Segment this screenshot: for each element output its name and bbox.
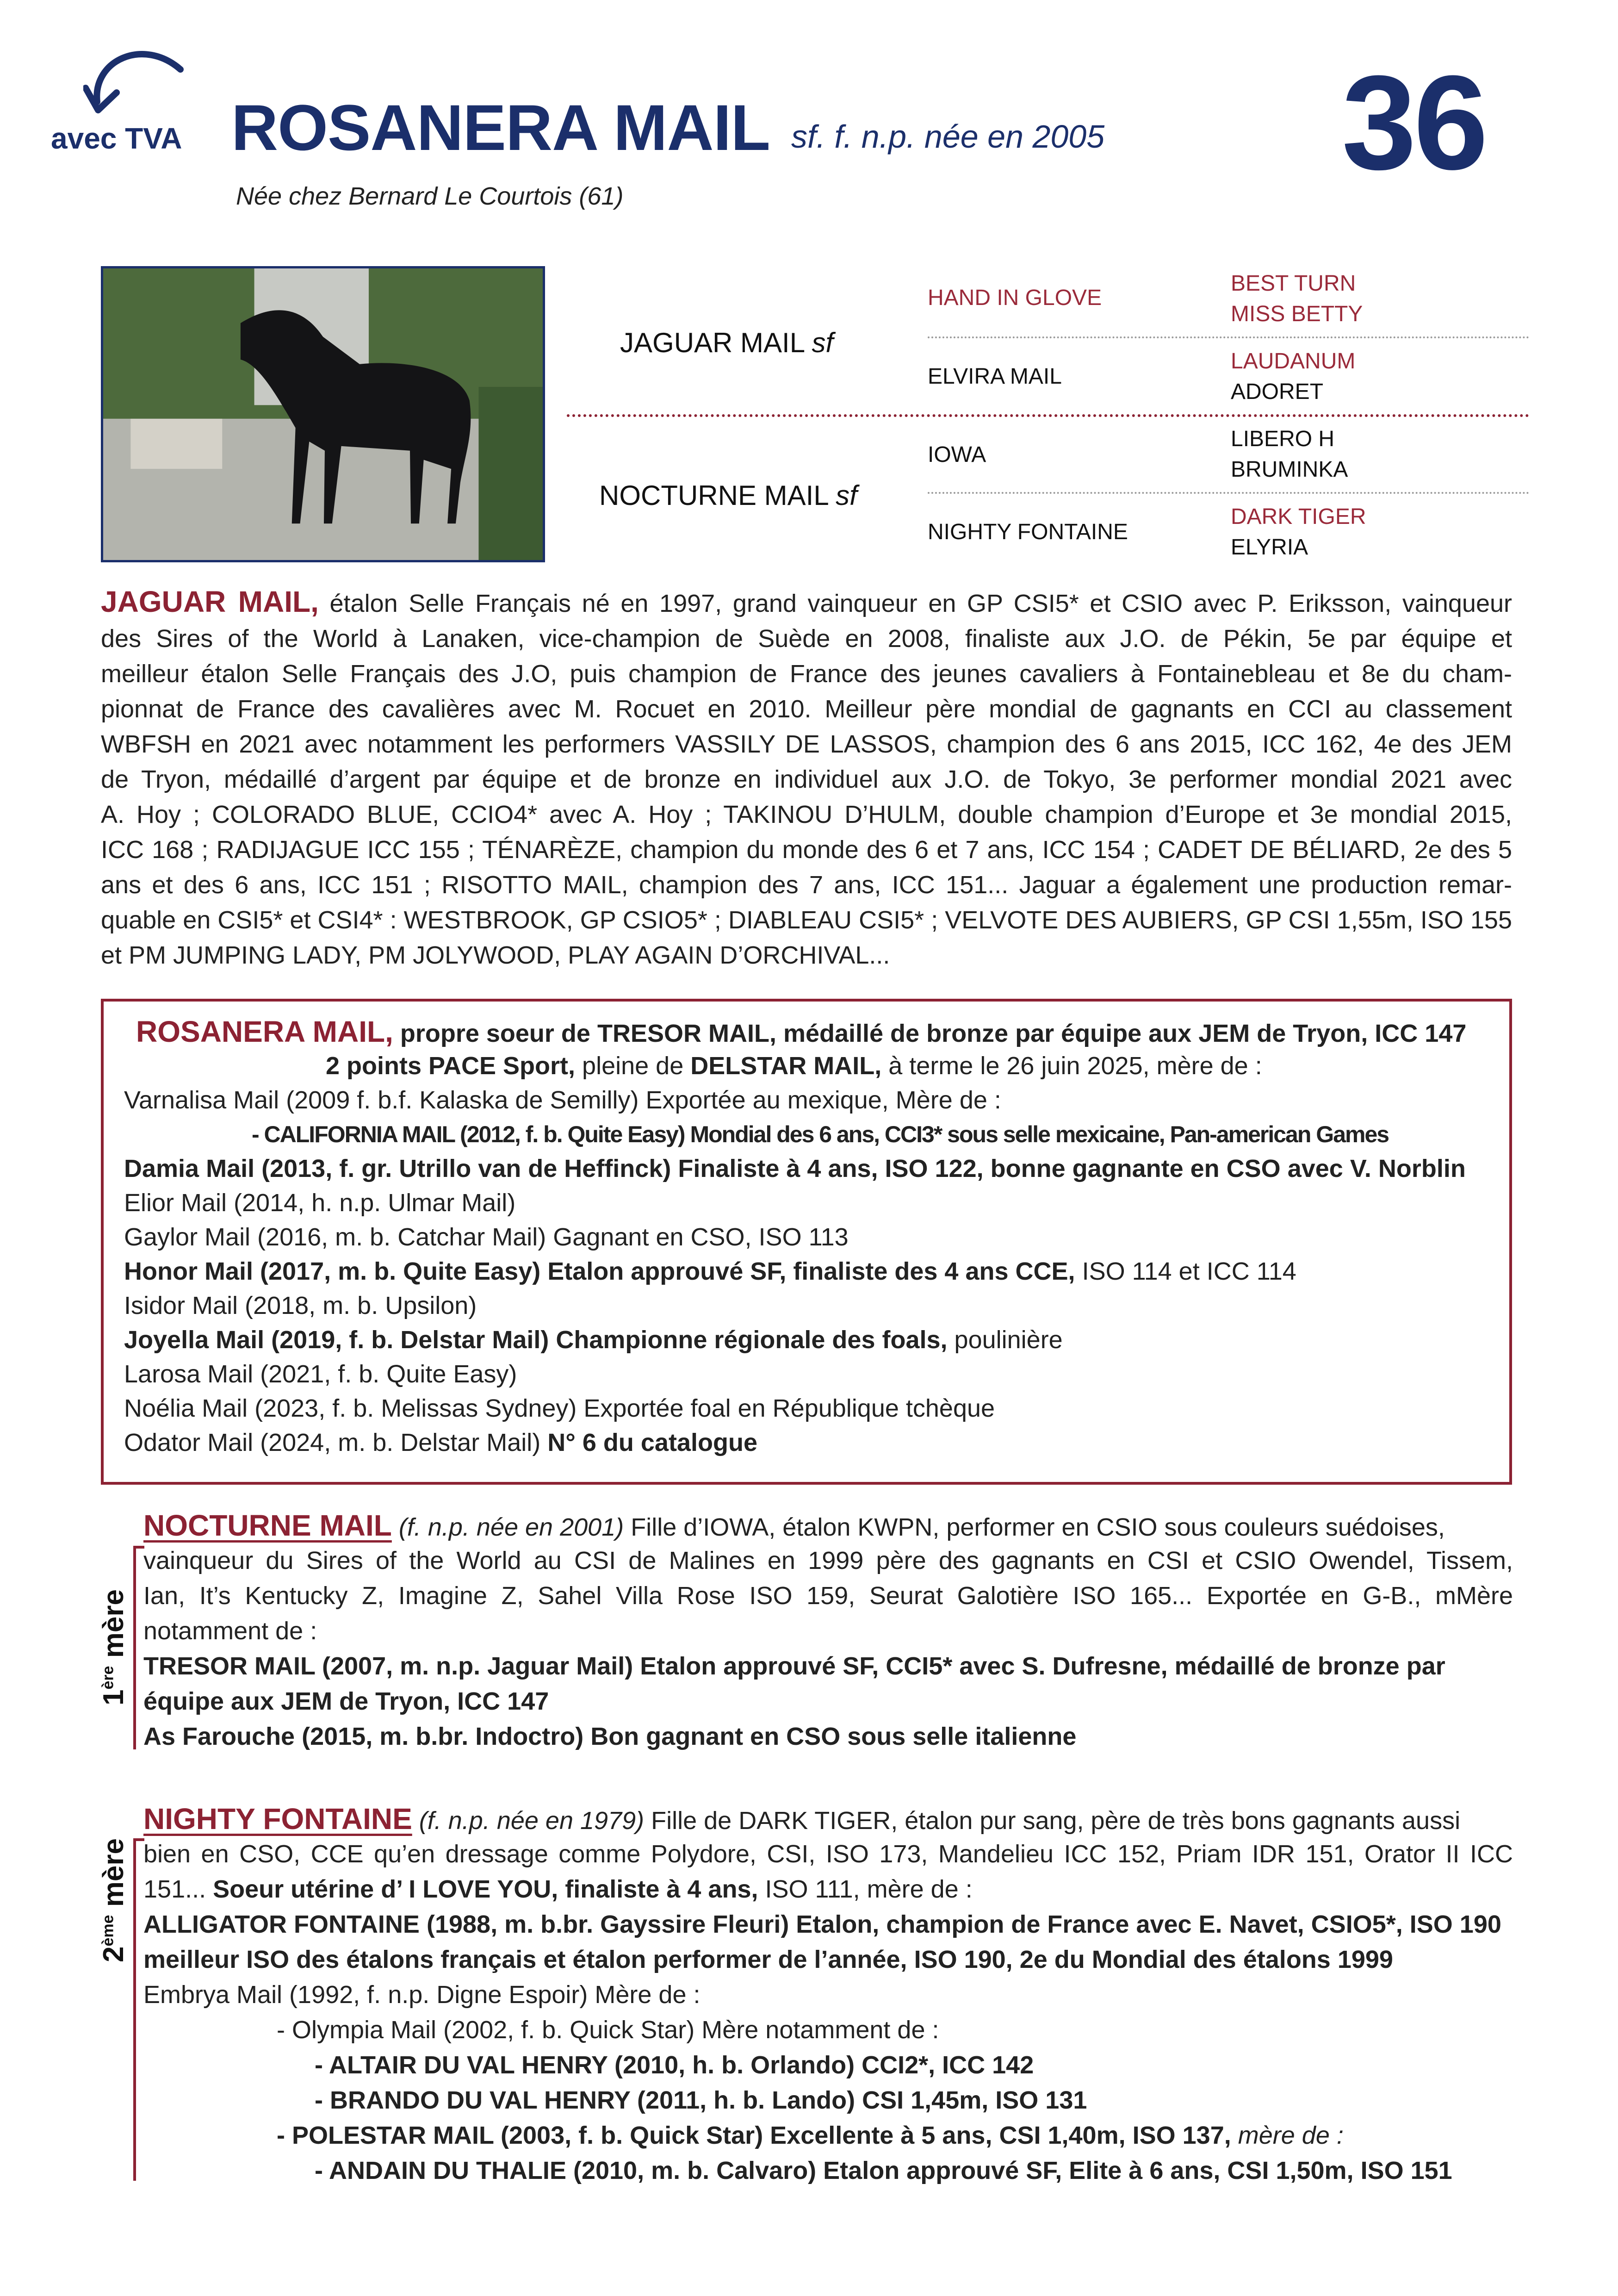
pedigree-gen2-item: ELVIRA MAIL [928, 364, 1062, 389]
box-line-10: Joyella Mail (2019, f. b. Delstar Mail) Championne régionale des foals, poulinière [124, 1326, 1063, 1354]
tva-label: avec TVA [51, 122, 182, 155]
sire-paragraph-line: meilleur étalon Selle Français des J.O, puis champion de France des jeunes cavaliers à Fontainebleau et 8e du cham- [101, 660, 1512, 688]
sire-paragraph-line: de Tryon, médaillé d’argent par équipe et de bronze en individuel aux J.O. de Tokyo, 3e performer mondial 2021 avec [101, 765, 1512, 793]
horse-info: sf. f. n.p. née en 2005 [791, 118, 1105, 155]
sire-paragraph-line: pionnat de France des cavalières avec M. Rocuet en 2010. Meilleur père mondial de gagnants en CCI au classement [101, 695, 1512, 723]
tva-arrow-icon [83, 32, 194, 125]
pedigree-dam: NOCTURNE MAIL sf [599, 480, 857, 511]
pedigree-gen3-item: ADORET [1231, 380, 1324, 404]
second-dam-line-4: ALLIGATOR FONTAINE (1988, m. b.br. Gayssire Fleuri) Etalon, champion de France avec E. Navet, CSIO5*, ISO 190 [143, 1910, 1501, 1938]
pedigree-gen3-item: DARK TIGER [1231, 504, 1366, 529]
sire-paragraph-line: quable en CSI5* et CSI4* : WESTBROOK, GP CSIO5* ; DIABLEAU CSI5* ; VELVOTE DES AUBIERS, GP CSI 1,55m, ISO 155 [101, 906, 1512, 934]
box-line-2: 2 points PACE Sport, pleine de DELSTAR MAIL, à terme le 26 juin 2025, mère de : [326, 1052, 1262, 1080]
box-line-3: Varnalisa Mail (2009 f. b.f. Kalaska de Semilly) Exportée au mexique, Mère de : [124, 1086, 1001, 1114]
second-dam-line-5: meilleur ISO des étalons français et étalon performer de l’année, ISO 190, 2e du Mondial des étalons 1999 [143, 1946, 1393, 1973]
offspring-box [101, 999, 1512, 1485]
box-line-6: Elior Mail (2014, h. n.p. Ulmar Mail) [124, 1189, 516, 1217]
first-dam-line-3: Ian, It’s Kentucky Z, Imagine Z, Sahel Villa Rose ISO 159, Seurat Galotière ISO 165... Exportée en G-B., mMère [143, 1582, 1513, 1610]
box-line-8: Honor Mail (2017, m. b. Quite Easy) Etalon approuvé SF, finaliste des 4 ans CCE, ISO 114 et ICC 114 [124, 1257, 1296, 1285]
box-line-4: - CALIFORNIA MAIL (2012, f. b. Quite Easy) Mondial des 6 ans, CCI3* sous selle mexicaine, Pan-american Games [252, 1121, 1389, 1147]
second-dam-line-6: Embrya Mail (1992, f. n.p. Digne Espoir) Mère de : [143, 1981, 701, 2009]
sire-paragraph-line: et PM JUMPING LADY, PM JOLYWOOD, PLAY AGAIN D’ORCHIVAL... [101, 941, 890, 969]
pedigree-sire: JAGUAR MAIL sf [620, 327, 834, 358]
box-line-1: ROSANERA MAIL, propre soeur de TRESOR MAIL, médaillé de bronze par équipe aux JEM de Tryon, ICC 147 [136, 1015, 1467, 1048]
first-dam-line-4: notamment de : [143, 1617, 317, 1645]
first-dam-line-5: TRESOR MAIL (2007, m. n.p. Jaguar Mail) Etalon approuvé SF, CCI5* avec S. Dufresne, médaillé de bronze par [143, 1652, 1445, 1680]
first-dam-bracket-top [133, 1546, 144, 1549]
second-dam-label: 2ème mère [98, 1838, 130, 1962]
pedigree-gen3-item: BEST TURN [1231, 271, 1356, 296]
second-dam-line-1: NIGHTY FONTAINE (f. n.p. née en 1979) Fille de DARK TIGER, étalon pur sang, père de très bons gagnants aussi [143, 1802, 1461, 1836]
pedigree-gen2-item: IOWA [928, 442, 986, 467]
box-line-11: Larosa Mail (2021, f. b. Quite Easy) [124, 1360, 517, 1388]
second-dam-line-8: - ALTAIR DU VAL HENRY (2010, h. b. Orlando) CCI2*, ICC 142 [315, 2051, 1034, 2079]
pedigree-gen2-item: HAND IN GLOVE [928, 286, 1102, 310]
sire-paragraph-line: A. Hoy ; COLORADO BLUE, CCIO4* avec A. Hoy ; TAKINOU D’HULM, double champion d’Europe et 3e mondial 2015, [101, 801, 1512, 828]
second-dam-line-11: - ANDAIN DU THALIE (2010, m. b. Calvaro) Etalon approuvé SF, Elite à 6 ans, CSI 1,50m, ISO 151 [315, 2157, 1452, 2184]
first-dam-line-1: NOCTURNE MAIL (f. n.p. née en 2001) Fille d’IOWA, étalon KWPN, performer en CSIO sous couleurs suédoises, [143, 1509, 1445, 1542]
box-line-13: Odator Mail (2024, m. b. Delstar Mail) N° 6 du catalogue [124, 1429, 757, 1456]
breeder-line: Née chez Bernard Le Courtois (61) [236, 182, 624, 210]
box-line-9: Isidor Mail (2018, m. b. Upsilon) [124, 1292, 477, 1319]
pedigree-gen3-item: MISS BETTY [1231, 302, 1363, 326]
sire-paragraph-line: WBFSH en 2021 avec notamment les performers VASSILY DE LASSOS, champion des 6 ans 2015, ICC 162, 4e des JEM [101, 730, 1512, 758]
second-dam-bracket [133, 1838, 136, 2181]
box-line-5: Damia Mail (2013, f. gr. Utrillo van de Heffinck) Finaliste à 4 ans, ISO 122, bonne gagnante en CSO avec V. Norblin [124, 1155, 1466, 1182]
pedigree-gen2-item: NIGHTY FONTAINE [928, 520, 1128, 544]
second-dam-line-3: 151... Soeur utérine d’ I LOVE YOU, finaliste à 4 ans, ISO 111, mère de : [143, 1875, 973, 1903]
pedigree-divider [928, 336, 1529, 338]
sire-paragraph-line: ans et des 6 ans, ICC 151 ; RISOTTO MAIL, champion des 7 ans, ICC 151... Jaguar a également une production remar- [101, 871, 1512, 899]
pedigree-gen3-item: BRUMINKA [1231, 457, 1348, 482]
first-dam-line-6: équipe aux JEM de Tryon, ICC 147 [143, 1687, 549, 1715]
lot-number: 36 [1342, 48, 1486, 198]
box-line-7: Gaylor Mail (2016, m. b. Catchar Mail) Gagnant en CSO, ISO 113 [124, 1223, 849, 1251]
first-dam-bracket [133, 1546, 136, 1749]
second-dam-line-10: - POLESTAR MAIL (2003, f. b. Quick Star) Excellente à 5 ans, CSI 1,40m, ISO 137, mère de : [277, 2122, 1344, 2149]
sire-paragraph [101, 584, 1512, 973]
box-line-12: Noélia Mail (2023, f. b. Melissas Sydney) Exportée foal en République tchèque [124, 1394, 995, 1422]
horse-name: ROSANERA MAIL [231, 91, 770, 164]
horse-photo [101, 266, 545, 562]
second-dam-bracket-top [133, 1838, 144, 1841]
first-dam-line-2: vainqueur du Sires of the World au CSI de Malines en 1999 père des gagnants en CSI et CSIO Owendel, Tissem, [143, 1547, 1513, 1574]
pedigree-divider [928, 492, 1529, 494]
pedigree-gen3-item: LIBERO H [1231, 427, 1335, 451]
second-dam-line-9: - BRANDO DU VAL HENRY (2011, h. b. Lando) CSI 1,45m, ISO 131 [315, 2086, 1087, 2114]
second-dam-line-7: - Olympia Mail (2002, f. b. Quick Star) Mère notamment de : [277, 2016, 939, 2044]
pedigree-divider-main [567, 414, 1529, 417]
pedigree-gen3-item: ELYRIA [1231, 535, 1308, 560]
sire-paragraph-line: des Sires of the World à Lanaken, vice-champion de Suède en 2008, finaliste aux J.O. de Pékin, 5e par équipe et [101, 625, 1512, 653]
pedigree-gen3-item: LAUDANUM [1231, 349, 1356, 373]
first-dam-label: 1ère mère [98, 1589, 130, 1705]
first-dam-line-7: As Farouche (2015, m. b.br. Indoctro) Bon gagnant en CSO sous selle italienne [143, 1723, 1077, 1750]
sire-paragraph-line: ICC 168 ; RADIJAGUE ICC 155 ; TÉNARÈZE, champion du monde des 6 et 7 ans, ICC 154 ; CADET DE BÉLIARD, 2e des 5 [101, 836, 1512, 864]
sire-paragraph-line: JAGUAR MAIL, étalon Selle Français né en 1997, grand vainqueur en GP CSI5* et CSIO avec P. Eriksson, vainqueur [101, 585, 1513, 618]
second-dam-line-2: bien en CSO, CCE qu’en dressage comme Polydore, CSI, ISO 173, Mandelieu ICC 152, Priam IDR 151, Orator II ICC [143, 1840, 1513, 1868]
